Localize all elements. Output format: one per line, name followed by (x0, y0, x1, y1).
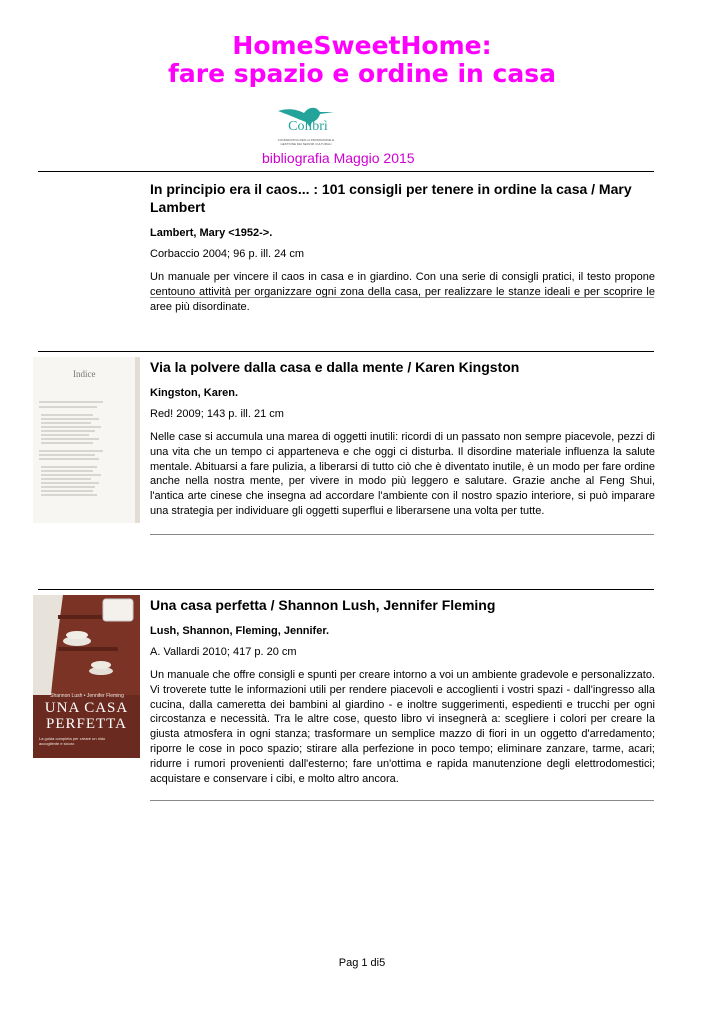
entry-title: Via la polvere dalla casa e dalla mente / Karen Kingston (150, 359, 520, 375)
entry-2 (150, 358, 655, 519)
entry-publication: A. Vallardi 2010; 417 p. 20 cm (150, 646, 297, 658)
book-index-thumbnail (33, 357, 140, 523)
bibliography-date: bibliografia Maggio 2015 (262, 150, 415, 166)
entry-separator (38, 171, 654, 172)
document-title-line1: HomeSweetHome: (232, 31, 492, 60)
entry-end-rule (150, 297, 654, 298)
book-cover-thumbnail (33, 595, 140, 758)
cover-title-2: PERFETTA (46, 716, 127, 732)
entry-author: Kingston, Karen. (150, 387, 239, 399)
entry-description: Un manuale per vincere il caos in casa e in giardino. Con una serie di consigli pratici, il testo propone centouno attività per organizzare ogni zona della casa, per realizzare le stanze ideali e per scoprire le aree più disordinate. (150, 271, 655, 313)
entry-description: Nelle case si accumula una marea di oggetti inutili: ricordi di un passato non sempre piacevole, pezzi di una vita che un tempo ci apparteneva e che oggi ci disturba. Il disordine materiale influenza la salute mentale. Abituarsi a fare pulizia, a liberarsi di tutto ciò che è diventato inutile, è un modo per fare ordine anche nella nostra mente, per vivere in modo più leggero e salutare. Grazie anche al Feng Shui, l'antica arte cinese che insegna ad accordare l'ambiente con il nostro spazio interiore, si può imparare una strategia per individuare gli oggetti superflui e liberarsene una volta per tutte. (150, 431, 655, 517)
entry-3 (150, 596, 655, 786)
entry-end-rule (150, 534, 654, 535)
entry-author: Lambert, Mary <1952->. (150, 227, 273, 239)
cover-title-1: UNA CASA (44, 700, 129, 716)
entry-separator (38, 351, 654, 352)
document-title-line2: fare spazio e ordine in casa (168, 59, 556, 88)
thumbnail-heading: Indice (73, 369, 96, 379)
entry-1 (150, 180, 655, 314)
entry-publication: Red! 2009; 143 p. ill. 21 cm (150, 408, 284, 420)
entry-publication: Corbaccio 2004; 96 p. ill. 24 cm (150, 248, 305, 260)
entry-description: Un manuale che offre consigli e spunti per creare intorno a voi un ambiente gradevole e personalizzato. Vi troverete tutte le informazioni utili per rendere piacevoli e accoglienti i vostri spazi - dall'ingresso alla cucina, dalla cameretta dei bambini al giardino - e inoltre suggerimenti, espedienti e trucchi per ogni circostanza e necessità. Tra le altre cose, questo libro vi insegnerà a: scegliere i colori per creare la giusta atmosfera in ogni stanza; trasformare un semplice mazzo di fiori in un oggetto d'arredamento; riporre le cose in poco spazio; stirare alla perfezione in poco tempo; eliminare zanzare, tarme, acari; ridurre i rumori provenienti dall'esterno; fare un'ottima e rapida manutenzione degli elettrodomestici; acquistare e conservare i cibi, e molto altro ancora. (150, 669, 655, 785)
entry-title: In principio era il caos... : 101 consigli per tenere in ordine la casa / Mary Lambert (150, 181, 632, 215)
entry-author: Lush, Shannon, Fleming, Jennifer. (150, 625, 330, 637)
logo-subtitle: COOPERATIVA PER LA PROMOZIONE E GESTIONE DEI SERVIZI CULTURALI (277, 138, 335, 146)
entry-end-rule (150, 800, 654, 801)
index-lines-graphic (33, 357, 140, 523)
entry-title: Una casa perfetta / Shannon Lush, Jennifer Fleming (150, 597, 496, 613)
cover-authors: Shannon Lush • Jennifer Fleming (50, 693, 124, 699)
cover-tagline: La guida completa per creare un nido accogliente e sicuro (39, 736, 106, 746)
page-number: Pag 1 di5 (338, 957, 386, 969)
cover-illustration (33, 595, 140, 758)
logo-name: Colibrì (288, 119, 328, 134)
entry-separator (38, 589, 654, 590)
